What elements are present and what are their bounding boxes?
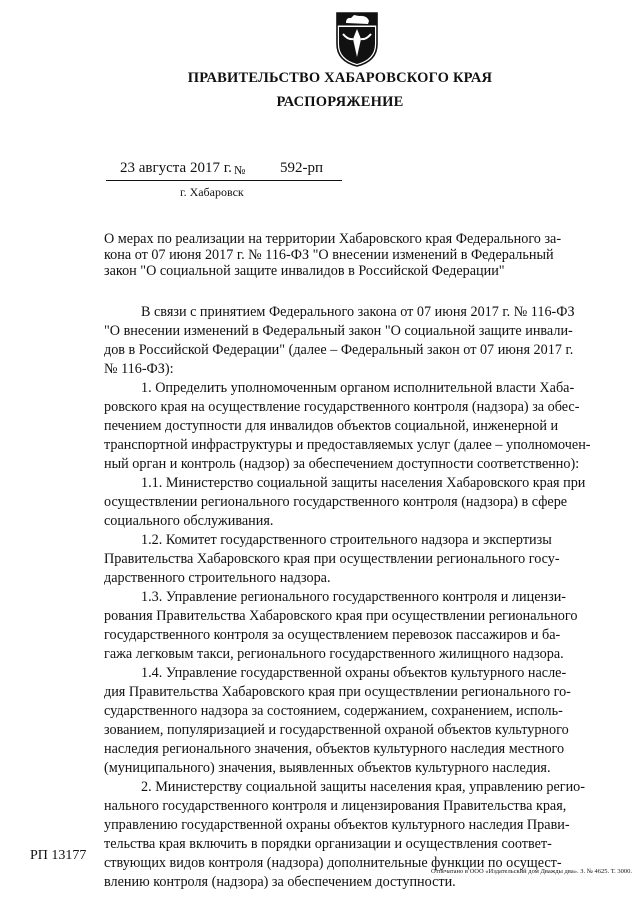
text-line: В связи с принятием Федерального закона от 07 июня 2017 г. № 116-ФЗ — [141, 304, 575, 320]
subject-line: закон "О социальной защите инвалидов в Российской Федерации" — [104, 263, 505, 279]
paragraph-item-1-4 — [104, 664, 610, 778]
text-line: 1.2. Комитет государственного строительного надзора и экспертизы — [141, 532, 552, 548]
text-line: наследия регионального значения, объектов культурного наследия местного — [104, 741, 565, 757]
text-line: 1. Определить уполномоченным органом исполнительной власти Хаба- — [141, 380, 575, 396]
text-line: осуществлении регионального государственного контроля (надзора) в сфере — [104, 494, 568, 510]
paragraph-intro — [104, 303, 610, 379]
text-line: "О внесении изменений в Федеральный закон "О социальной защите инвали- — [104, 323, 573, 339]
paragraph-item-1-1 — [104, 474, 610, 531]
text-line: влению контроля (надзора) за обеспечением доступности. — [104, 874, 456, 890]
text-line: печением доступности для инвалидов объектов социальной, инженерной и — [104, 418, 559, 434]
text-line: зованием, популяризацией и государственной охраной объектов культурного — [104, 722, 569, 738]
text-line: ствующих видов контроля (надзора) дополнительные функции по осущест- — [104, 855, 562, 871]
subject-line: кона от 07 июня 2017 г. № 116-ФЗ "О внесении изменений в Федеральный — [104, 247, 554, 263]
text-line: 1.3. Управление регионального государственного контроля и лицензи- — [141, 589, 567, 605]
text-line: социального обслуживания. — [104, 513, 274, 529]
text-line: Правительства Хабаровского края при осуществлении регионального госу- — [104, 551, 560, 567]
number-sign: № — [234, 163, 246, 177]
document-type: РАСПОРЯЖЕНИЕ — [276, 94, 404, 110]
paragraph-item-1-3 — [104, 588, 610, 664]
text-line: управлению государственной охраны объектов культурного наследия Прави- — [104, 817, 570, 833]
text-line: транспортной инфраструктуры и предоставляемых услуг (далее – уполномочен- — [104, 437, 591, 453]
date-number-line — [106, 160, 342, 181]
document-code: РП 13177 — [30, 848, 87, 863]
text-line: гажа легковым такси, регионального государственного жилищного надзора. — [104, 646, 564, 662]
text-line: № 116-ФЗ): — [104, 361, 174, 377]
text-line: нального государственного контроля и лицензирования Правительства края, — [104, 798, 567, 814]
subject-line: О мерах по реализации на территории Хабаровского края Федерального за- — [104, 231, 562, 247]
paragraph-item-1-2 — [104, 531, 610, 588]
text-line: дия Правительства Хабаровского края при осуществлении регионального го- — [104, 684, 571, 700]
document-body — [104, 303, 610, 892]
government-title: ПРАВИТЕЛЬСТВО ХАБАРОВСКОГО КРАЯ — [187, 70, 493, 86]
text-line: ровского края на осуществление государственного контроля (надзора) за обес- — [104, 399, 580, 415]
text-line: рования Правительства Хабаровского края при осуществлении регионального — [104, 608, 578, 624]
text-line: дарственного строительного надзора. — [104, 570, 331, 586]
document-number: 592-рп — [280, 160, 324, 176]
document-city: г. Хабаровск — [180, 185, 244, 199]
text-line: дов в Российской Федерации" (далее – Федеральный закон от 07 июня 2017 г. — [104, 342, 574, 358]
text-line: тельства края включить в порядки организации и осуществления соответ- — [104, 836, 552, 852]
text-line: сударственного надзора за состоянием, содержанием, сохранением, исполь- — [104, 703, 563, 719]
paragraph-item-1 — [104, 379, 610, 474]
document-subject — [104, 231, 610, 279]
subject-paragraph — [104, 231, 610, 279]
text-line: 2. Министерству социальной защиты населения края, управлению регио- — [141, 779, 586, 795]
text-line: (муниципального) значения, выявленных объектов культурного наследия. — [104, 760, 551, 776]
text-line: 1.4. Управление государственной охраны объектов культурного насле- — [141, 665, 567, 681]
text-line: ный орган и контроль (надзор) за обеспечением доступности соответственно): — [104, 456, 580, 472]
text-line: 1.1. Министерство социальной защиты населения Хабаровского края при — [141, 475, 586, 491]
khabarovsk-krai-coat-of-arms-icon — [334, 10, 380, 68]
document-date: 23 августа 2017 г. — [120, 160, 232, 176]
text-line: государственного контроля за осуществлением перевозок пассажиров и ба- — [104, 627, 561, 643]
printer-imprint: Отпечатано в ООО «Издательский дом Дважды два». З. № 4625. Т. 3000. — [431, 868, 632, 875]
